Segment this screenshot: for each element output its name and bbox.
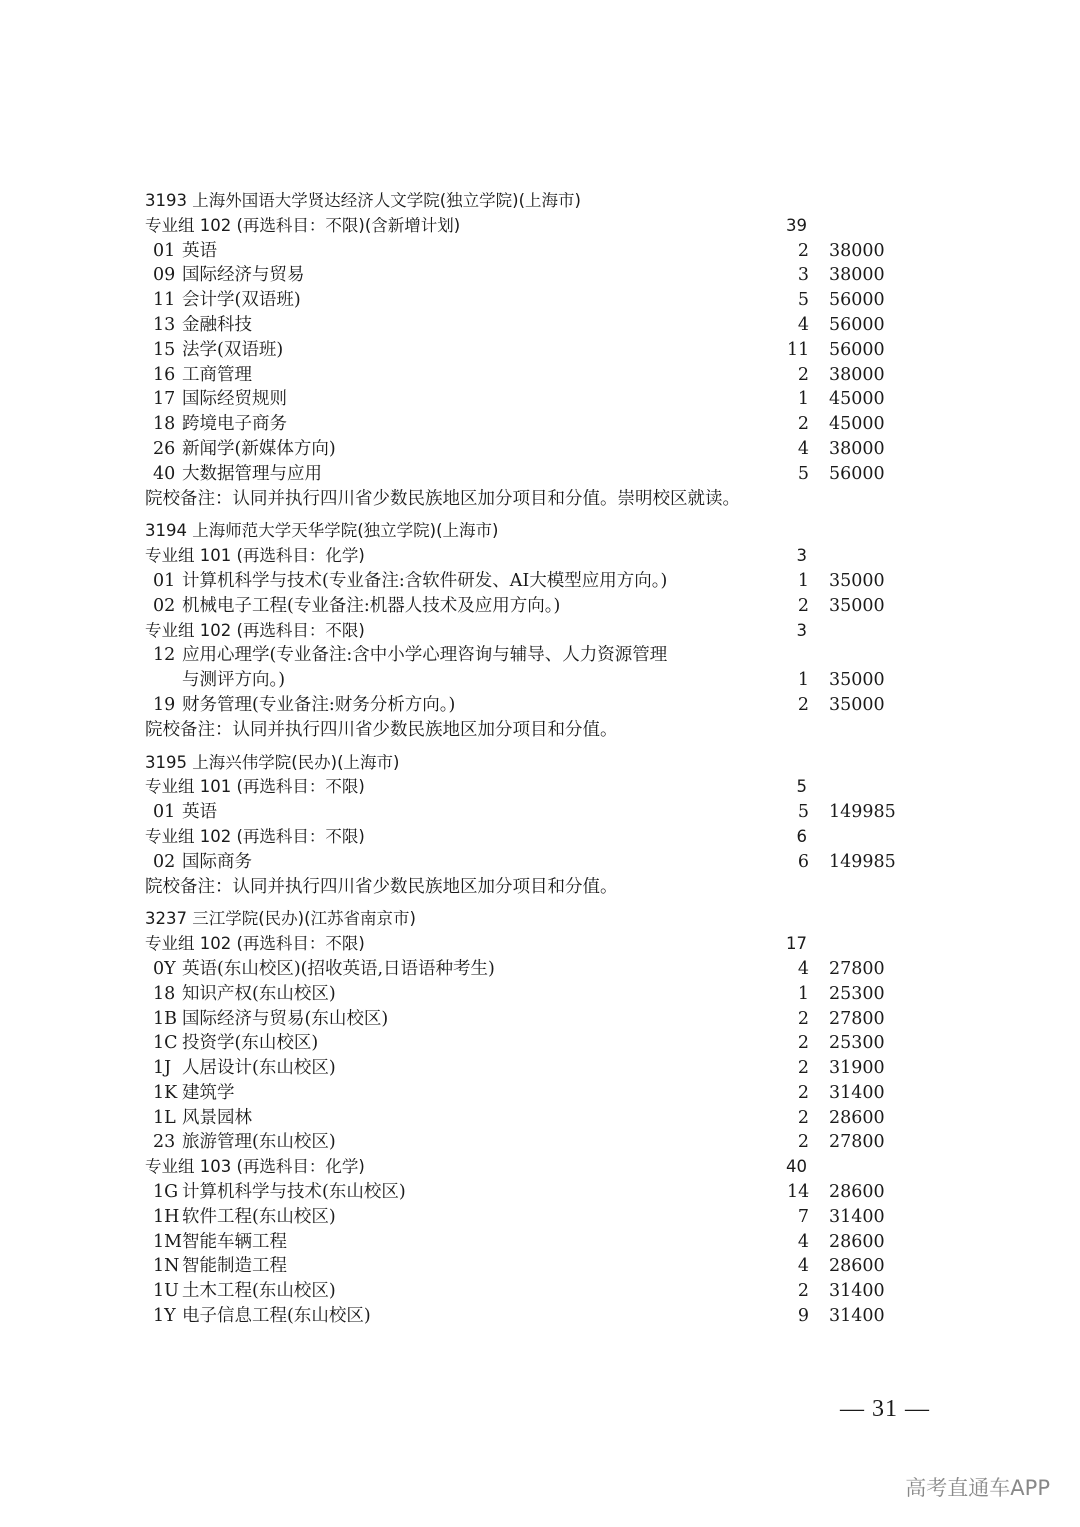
major-name: 智能制造工程 [182, 1256, 287, 1277]
major-code: 1N [153, 1256, 180, 1277]
major-code: 1B [153, 1008, 177, 1029]
major-name: 英语 [182, 802, 217, 823]
major-fee: 25300 [829, 983, 885, 1004]
major-code: 01 [153, 570, 176, 591]
school-title: 3194 上海师范大学天华学院(独立学院)(上海市) [145, 521, 499, 541]
major-fee: 35000 [829, 670, 885, 691]
major-name: 新闻学(新媒体方向) [182, 438, 336, 459]
group-count: 5 [796, 777, 807, 797]
major-name: 会计学(双语班) [182, 290, 301, 311]
major-row [145, 1031, 945, 1056]
major-fee: 35000 [829, 694, 885, 715]
major-name: 应用心理学(专业备注:含中小学心理咨询与辅导、人力资源管理 [182, 645, 668, 666]
major-name: 风景园林 [182, 1107, 252, 1128]
group-count: 17 [786, 934, 807, 954]
major-count: 4 [797, 438, 809, 459]
major-code: 11 [153, 290, 176, 311]
major-row [145, 643, 945, 668]
major-count: 1 [797, 389, 809, 410]
major-count: 2 [797, 240, 809, 261]
major-fee: 45000 [829, 414, 885, 435]
school-gap [145, 511, 945, 519]
group-header [145, 544, 945, 569]
major-count: 4 [797, 958, 809, 979]
major-code: 1Y [153, 1306, 176, 1327]
major-code: 40 [153, 463, 176, 484]
major-count: 2 [797, 694, 809, 715]
major-code: 02 [153, 595, 176, 616]
major-count: 9 [797, 1306, 809, 1327]
group-label: 专业组 101 (再选科目：不限) [145, 777, 365, 797]
major-count: 5 [797, 290, 809, 311]
major-fee: 28600 [829, 1182, 885, 1203]
group-header [145, 825, 945, 850]
major-name: 金融科技 [182, 314, 252, 335]
major-row [145, 462, 945, 487]
major-name: 机械电子工程(专业备注:机器人技术及应用方向。) [182, 595, 561, 616]
major-count: 11 [787, 339, 810, 360]
major-name: 计算机科学与技术(专业备注:含软件研发、AI大模型应用方向。) [182, 570, 668, 591]
major-fee: 35000 [829, 570, 885, 591]
school-title: 3195 上海兴伟学院(民办)(上海市) [145, 752, 400, 772]
major-count: 2 [797, 1132, 809, 1153]
major-name: 财务管理(专业备注:财务分析方向。) [182, 694, 456, 715]
major-fee: 28600 [829, 1256, 885, 1277]
major-name: 智能车辆工程 [182, 1231, 287, 1252]
major-row [145, 1056, 945, 1081]
major-fee: 31400 [829, 1281, 885, 1302]
major-fee: 31400 [829, 1306, 885, 1327]
major-code: 1J [153, 1058, 172, 1079]
major-count: 2 [797, 1008, 809, 1029]
major-row [145, 313, 945, 338]
major-fee: 149985 [829, 802, 896, 823]
major-row [145, 412, 945, 437]
major-code: 26 [153, 438, 176, 459]
major-row [145, 1205, 945, 1230]
major-row [145, 437, 945, 462]
major-name: 跨境电子商务 [182, 414, 287, 435]
major-count: 4 [797, 1231, 809, 1252]
major-row [145, 239, 945, 264]
major-fee: 31400 [829, 1206, 885, 1227]
major-count: 2 [797, 1058, 809, 1079]
major-count: 7 [797, 1206, 809, 1227]
major-code: 1C [153, 1033, 178, 1054]
major-name: 国际商务 [182, 851, 252, 872]
group-label: 专业组 102 (再选科目：不限)(含新增计划) [145, 215, 461, 235]
major-name: 软件工程(东山校区) [182, 1206, 336, 1227]
major-row [145, 288, 945, 313]
major-name: 工商管理 [182, 364, 252, 385]
school-title: 3237 三江学院(民办)(江苏省南京市) [145, 909, 416, 929]
major-code: 1H [153, 1206, 180, 1227]
major-name: 土木工程(东山校区) [182, 1281, 336, 1302]
major-name: 国际经济与贸易(东山校区) [182, 1008, 389, 1029]
major-count: 1 [797, 983, 809, 1004]
major-row [145, 850, 945, 875]
group-header [145, 932, 945, 957]
major-name: 知识产权(东山校区) [182, 983, 336, 1004]
major-row [145, 693, 945, 718]
major-row [145, 363, 945, 388]
major-code: 01 [153, 240, 176, 261]
major-count: 2 [797, 595, 809, 616]
school-note: 院校备注：认同并执行四川省少数民族地区加分项目和分值。 [145, 719, 618, 740]
major-code: 12 [153, 645, 176, 666]
major-fee: 45000 [829, 389, 885, 410]
major-fee: 38000 [829, 364, 885, 385]
major-count: 2 [797, 1107, 809, 1128]
major-code: 13 [153, 314, 176, 335]
major-code: 17 [153, 389, 176, 410]
major-fee: 27800 [829, 1132, 885, 1153]
major-count: 1 [797, 570, 809, 591]
major-code: 09 [153, 265, 176, 286]
school-title: 3193 上海外国语大学贤达经济人文学院(独立学院)(上海市) [145, 191, 581, 210]
school-gap [145, 743, 945, 751]
major-name: 建筑学 [182, 1082, 235, 1103]
major-code: 1K [153, 1082, 178, 1103]
major-fee: 28600 [829, 1107, 885, 1128]
group-header [145, 619, 945, 644]
group-count: 3 [796, 546, 807, 566]
school-section [145, 519, 945, 742]
group-header [145, 1155, 945, 1180]
major-fee: 25300 [829, 1033, 885, 1054]
major-row [145, 594, 945, 619]
school-note: 院校备注：认同并执行四川省少数民族地区加分项目和分值。 [145, 876, 618, 897]
major-fee: 56000 [829, 463, 885, 484]
school-section [145, 907, 945, 1329]
major-row [145, 957, 945, 982]
major-name: 国际经贸规则 [182, 389, 287, 410]
group-label: 专业组 102 (再选科目：不限) [145, 934, 365, 954]
major-row [145, 1130, 945, 1155]
major-count: 5 [797, 802, 809, 823]
major-count: 2 [797, 364, 809, 385]
major-name: 英语(东山校区)(招收英语,日语语种考生) [182, 958, 495, 979]
major-code: 0Y [153, 958, 176, 979]
major-fee: 56000 [829, 339, 885, 360]
major-row [145, 982, 945, 1007]
major-row [145, 1230, 945, 1255]
group-count: 40 [786, 1157, 807, 1177]
major-code: 1U [153, 1281, 179, 1302]
major-name: 国际经济与贸易 [182, 265, 305, 286]
major-fee: 35000 [829, 595, 885, 616]
major-fee: 31900 [829, 1058, 885, 1079]
major-row [145, 263, 945, 288]
major-count: 5 [797, 463, 809, 484]
major-row [145, 338, 945, 363]
group-header [145, 214, 945, 239]
major-code: 1L [153, 1107, 176, 1128]
major-code: 1G [153, 1182, 179, 1203]
group-label: 专业组 102 (再选科目：不限) [145, 620, 365, 640]
major-name: 人居设计(东山校区) [182, 1058, 336, 1079]
major-fee: 38000 [829, 265, 885, 286]
major-count: 6 [797, 851, 809, 872]
major-fee: 31400 [829, 1082, 885, 1103]
major-fee: 56000 [829, 314, 885, 335]
major-name: 电子信息工程(东山校区) [182, 1306, 371, 1327]
major-fee: 27800 [829, 1008, 885, 1029]
group-label: 专业组 101 (再选科目：化学) [145, 546, 365, 566]
major-count: 2 [797, 1281, 809, 1302]
major-count: 4 [797, 314, 809, 335]
group-count: 39 [786, 215, 807, 235]
group-header [145, 775, 945, 800]
major-row [145, 1254, 945, 1279]
major-row-continued [145, 668, 945, 693]
major-count: 2 [797, 1033, 809, 1054]
admission-plan-list [145, 189, 945, 1329]
major-code: 16 [153, 364, 176, 385]
major-count: 2 [797, 414, 809, 435]
major-code: 1M [153, 1231, 183, 1252]
major-fee: 27800 [829, 958, 885, 979]
major-count: 14 [787, 1182, 810, 1203]
major-fee: 28600 [829, 1231, 885, 1252]
major-row [145, 387, 945, 412]
major-count: 3 [797, 265, 809, 286]
major-row [145, 1180, 945, 1205]
major-code: 18 [153, 983, 176, 1004]
major-row [145, 1304, 945, 1329]
major-name: 法学(双语班) [182, 339, 284, 360]
major-name-continued: 与测评方向。) [182, 670, 286, 691]
group-label: 专业组 102 (再选科目：不限) [145, 826, 365, 846]
major-row [145, 569, 945, 594]
school-section [145, 189, 945, 511]
major-fee: 38000 [829, 438, 885, 459]
major-row [145, 800, 945, 825]
major-name: 旅游管理(东山校区) [182, 1132, 336, 1153]
school-gap [145, 899, 945, 907]
major-name: 英语 [182, 240, 217, 261]
major-row [145, 1106, 945, 1131]
major-code: 15 [153, 339, 176, 360]
major-fee: 149985 [829, 851, 896, 872]
major-code: 19 [153, 694, 176, 715]
major-code: 23 [153, 1132, 176, 1153]
group-count: 3 [796, 620, 807, 640]
major-row [145, 1007, 945, 1032]
major-code: 01 [153, 802, 176, 823]
school-section [145, 751, 945, 900]
school-note: 院校备注：认同并执行四川省少数民族地区加分项目和分值。崇明校区就读。 [145, 488, 740, 509]
major-row [145, 1081, 945, 1106]
major-name: 大数据管理与应用 [182, 463, 322, 484]
group-count: 6 [796, 826, 807, 846]
major-fee: 38000 [829, 240, 885, 261]
major-row [145, 1279, 945, 1304]
major-name: 计算机科学与技术(东山校区) [182, 1182, 406, 1203]
major-code: 02 [153, 851, 176, 872]
group-label: 专业组 103 (再选科目：化学) [145, 1157, 365, 1177]
major-fee: 56000 [829, 290, 885, 311]
watermark: 高考直通车APP [905, 1476, 1050, 1500]
major-count: 1 [797, 670, 809, 691]
major-count: 4 [797, 1256, 809, 1277]
major-name: 投资学(东山校区) [182, 1033, 319, 1054]
page-number: — 31 — [840, 1396, 930, 1422]
major-count: 2 [797, 1082, 809, 1103]
major-code: 18 [153, 414, 176, 435]
